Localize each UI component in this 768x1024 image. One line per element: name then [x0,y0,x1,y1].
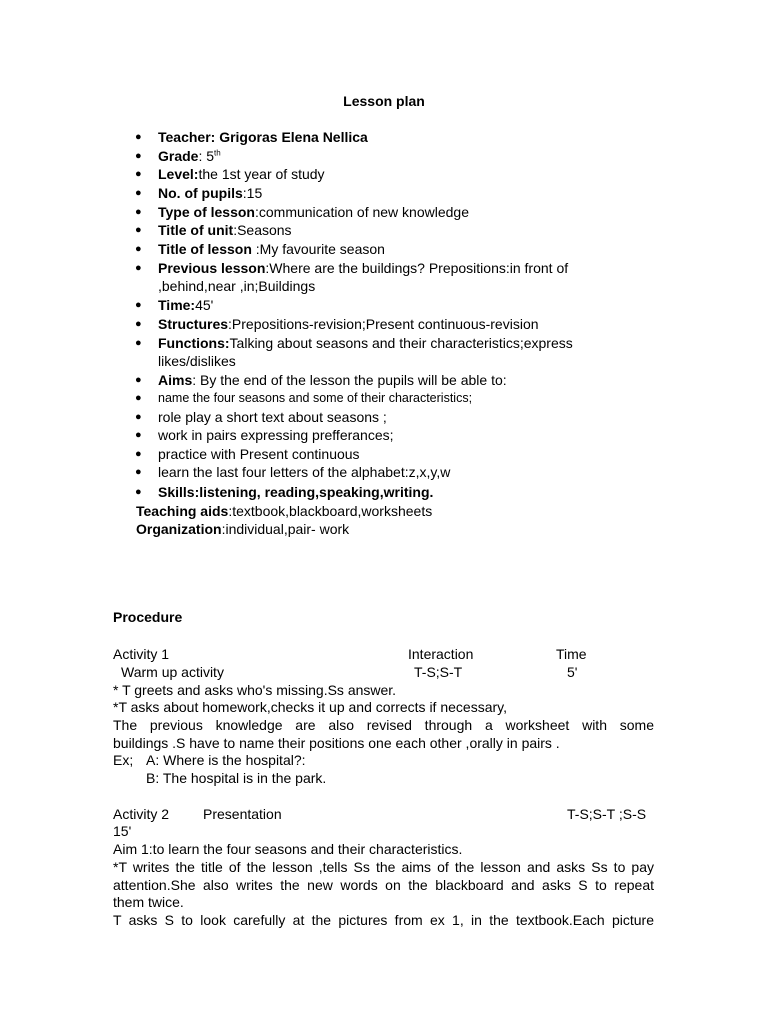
functions-item: Functions:Talking about seasons and their characteristics;express [158,335,573,351]
activity2-time: 15' [113,823,132,839]
activity2-line: them twice. [113,894,184,910]
previous-lesson-item: Previous lesson:Where are the buildings? Prepositions:in front of [158,260,569,276]
bullet-icon: ● [135,150,142,162]
interaction-header: Interaction [408,646,474,662]
pupils-item: No. of pupils:15 [158,185,263,201]
bullet-icon: ● [135,411,142,423]
activity1-line: * T greets and asks who's missing.Ss answer. [113,682,397,698]
functions-continued: likes/dislikes [158,353,236,369]
structures-item: Structures:Prepositions-revision;Present continuous-revision [158,316,539,332]
bullet-icon: ● [135,466,142,478]
bullet-icon: ● [135,262,142,274]
activity1-label: Activity 1 [113,646,170,662]
previous-lesson-continued: ,behind,near ,in;Buildings [158,278,316,294]
bullet-icon: ● [135,206,142,218]
activity2-name: Presentation [203,806,282,822]
bullet-icon: ● [135,486,142,498]
activity1-line: buildings .S have to name their positions one each other ,orally in pairs . [113,735,560,751]
aims-item: Aims: By the end of the lesson the pupils will be able to: [158,372,507,388]
aim-item: learn the last four letters of the alphabet:z,x,y,w [158,464,451,480]
activity2-line: attention.She also writes the new words on the blackboard and asks S to repeat [113,877,654,893]
activity2-line: Aim 1:to learn the four seasons and their characteristics. [113,841,463,857]
example-line-a: A: Where is the hospital?: [146,752,306,768]
bullet-icon: ● [135,318,142,330]
type-item: Type of lesson:communication of new knowledge [158,204,469,220]
time-header: Time [556,646,587,662]
time-item: Time:45' [158,297,214,313]
bullet-icon: ● [135,337,142,349]
procedure-heading: Procedure [113,609,183,625]
activity1-name: Warm up activity [121,664,224,680]
bullet-icon: ● [135,168,142,180]
lesson-item: Title of lesson :My favourite season [158,241,385,257]
grade-item: Grade: 5th [158,148,221,164]
activity1-interaction: T-S;S-T [414,664,463,680]
example-line-b: B: The hospital is in the park. [146,770,327,786]
activity2-line: T asks S to look carefully at the pictures from ex 1, in the textbook.Each picture [113,912,654,928]
bullet-icon: ● [135,187,142,199]
organization-line: Organization:individual,pair- work [136,521,350,537]
activity2-line: *T writes the title of the lesson ,tells Ss the aims of the lesson and asks Ss to pay [113,859,654,875]
bullet-icon: ● [135,429,142,441]
bullet-icon: ● [135,224,142,236]
activity1-time: 5' [567,664,578,680]
example-label: Ex; [113,752,134,768]
activity2-label: Activity 2 [113,806,170,822]
activity2-interaction: T-S;S-T ;S-S [567,806,647,822]
teaching-aids-line: Teaching aids:textbook,blackboard,worksheets [136,503,433,519]
bullet-icon: ● [135,299,142,311]
activity1-line: *T asks about homework,checks it up and corrects if necessary, [113,699,507,715]
unit-item: Title of unit:Seasons [158,222,292,238]
bullet-icon: ● [135,392,142,404]
aim-item: practice with Present continuous [158,446,360,462]
bullet-icon: ● [135,448,142,460]
aim-item: work in pairs expressing prefferances; [158,427,394,443]
bullet-icon: ● [135,131,142,143]
aim-item: role play a short text about seasons ; [158,409,387,425]
bullet-icon: ● [135,374,142,386]
aim-item: name the four seasons and some of their characteristics; [158,391,473,405]
bullet-icon: ● [135,243,142,255]
activity1-line: The previous knowledge are also revised through a worksheet with some [113,717,654,733]
skills-item: Skills:listening, reading,speaking,writing. [158,484,434,500]
teacher-item: Teacher: Grigoras Elena Nellica [158,129,368,145]
level-item: Level:the 1st year of study [158,166,325,182]
document-title: Lesson plan [343,93,425,109]
